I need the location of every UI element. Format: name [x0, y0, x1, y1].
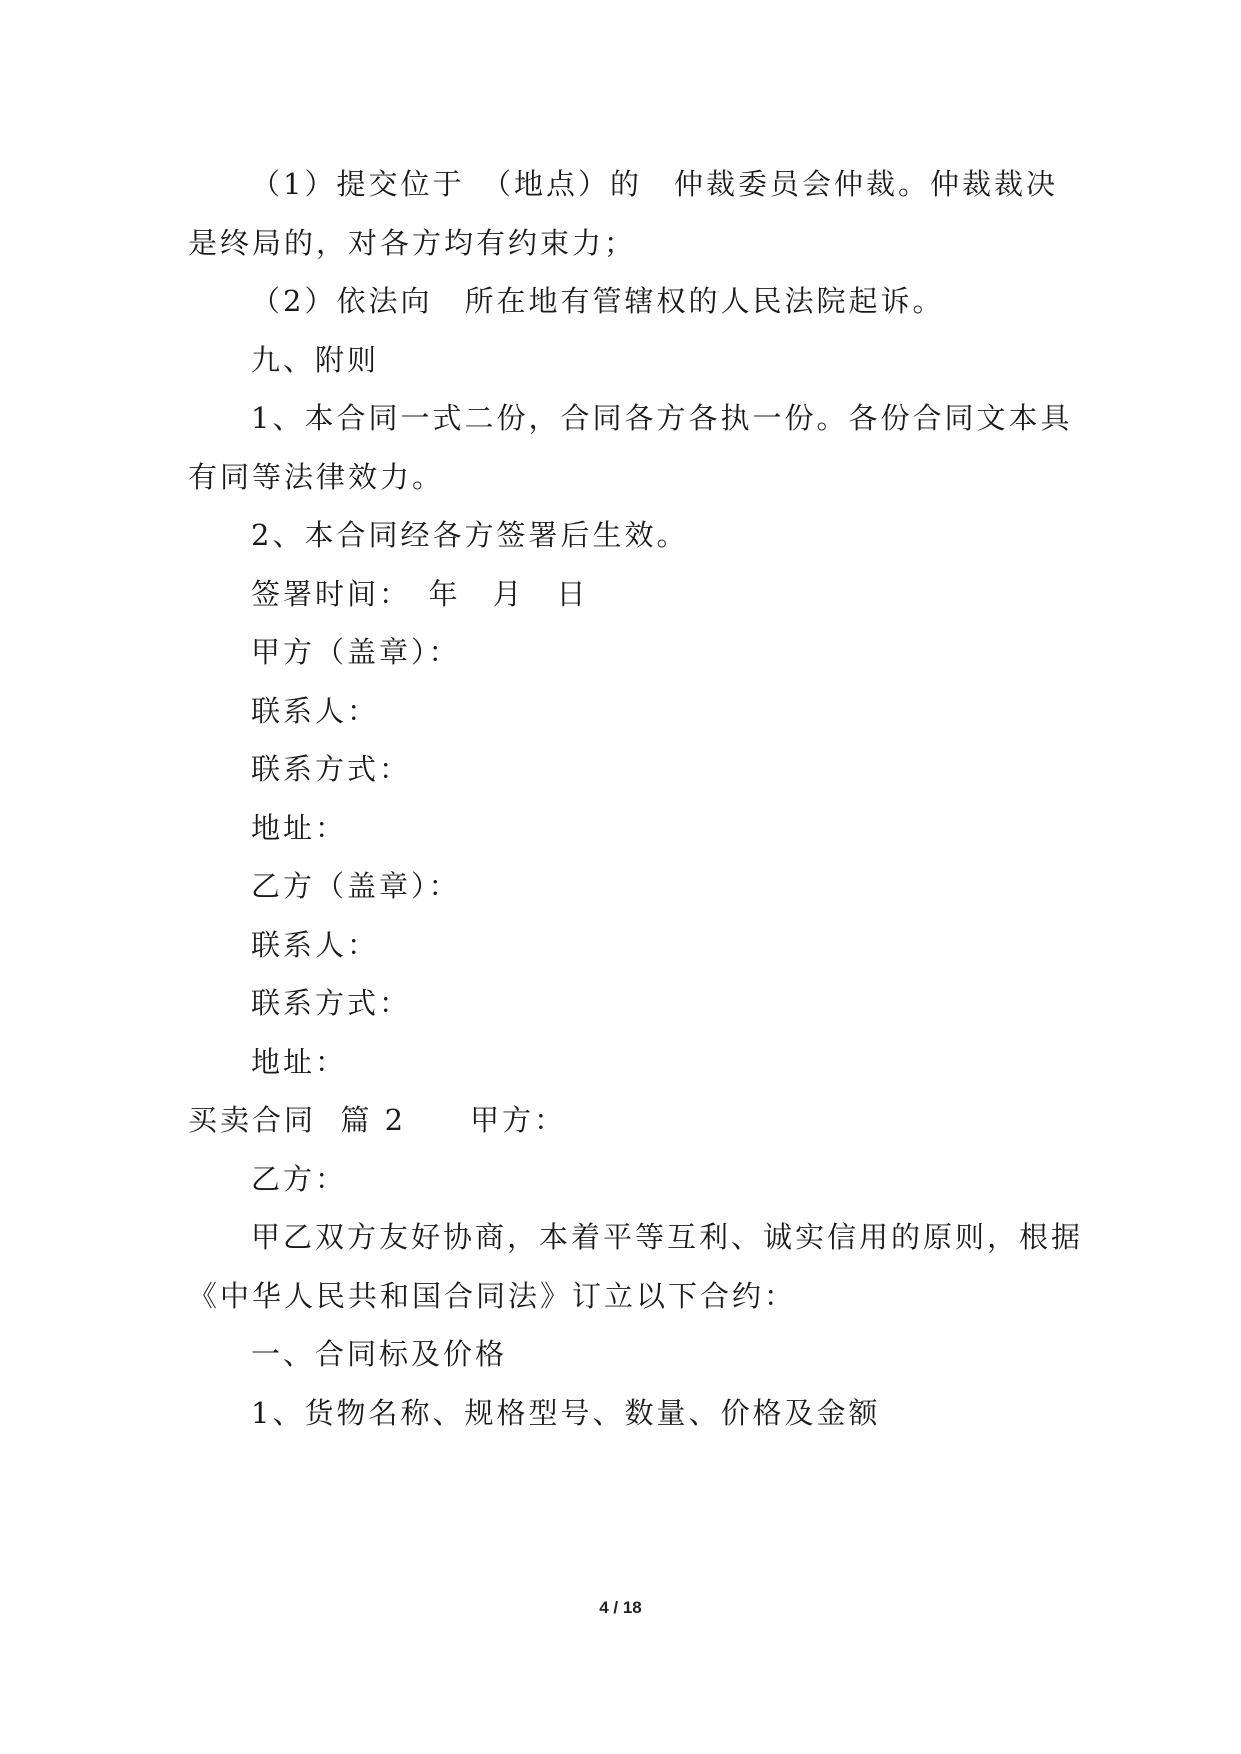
- preamble-line-2: 《中华人民共和国合同法》订立以下合约：: [188, 1279, 797, 1313]
- litigation-clause: （2）依法向 所在地有管辖权的人民法院起诉。: [251, 284, 945, 318]
- party-b-seal: 乙方（盖章）：: [251, 869, 461, 903]
- section-heading-supplementary: 九、附则: [251, 343, 380, 377]
- party-a-contact-person: 联系人：: [251, 694, 380, 728]
- copies-clause-line-2: 有同等法律效力。: [188, 460, 445, 494]
- copies-clause-line-1: 1、本合同一式二份，合同各方各执一份。各份合同文本具: [251, 401, 1073, 435]
- arbitration-clause-line-1: （1）提交位于 （地点）的 仲裁委员会仲裁。仲裁裁决: [251, 167, 1058, 201]
- goods-item-heading: 1、货物名称、规格型号、数量、价格及金额: [251, 1396, 881, 1430]
- party-a-address: 地址：: [251, 811, 348, 845]
- party-b-contact-method: 联系方式：: [251, 986, 412, 1020]
- party-a-seal: 甲方（盖章）：: [251, 635, 461, 669]
- preamble-line-1: 甲乙双方友好协商，本着平等互利、诚实信用的原则，根据: [251, 1220, 1084, 1254]
- page-number: 4 / 18: [599, 1598, 642, 1617]
- contract-2-heading: 买卖合同 篇 2 甲方：: [188, 1103, 567, 1137]
- party-b-address: 地址：: [251, 1045, 348, 1079]
- party-a-contact-method: 联系方式：: [251, 752, 412, 786]
- arbitration-clause-line-2: 是终局的，对各方均有约束力；: [188, 226, 637, 260]
- party-b-contact-person: 联系人：: [251, 928, 380, 962]
- contract-2-party-b: 乙方：: [251, 1162, 348, 1196]
- signing-date: 签署时间： 年 月 日: [251, 577, 589, 611]
- section-heading-subject-price: 一、合同标及价格: [251, 1337, 508, 1371]
- effective-clause: 2、本合同经各方签署后生效。: [251, 518, 689, 552]
